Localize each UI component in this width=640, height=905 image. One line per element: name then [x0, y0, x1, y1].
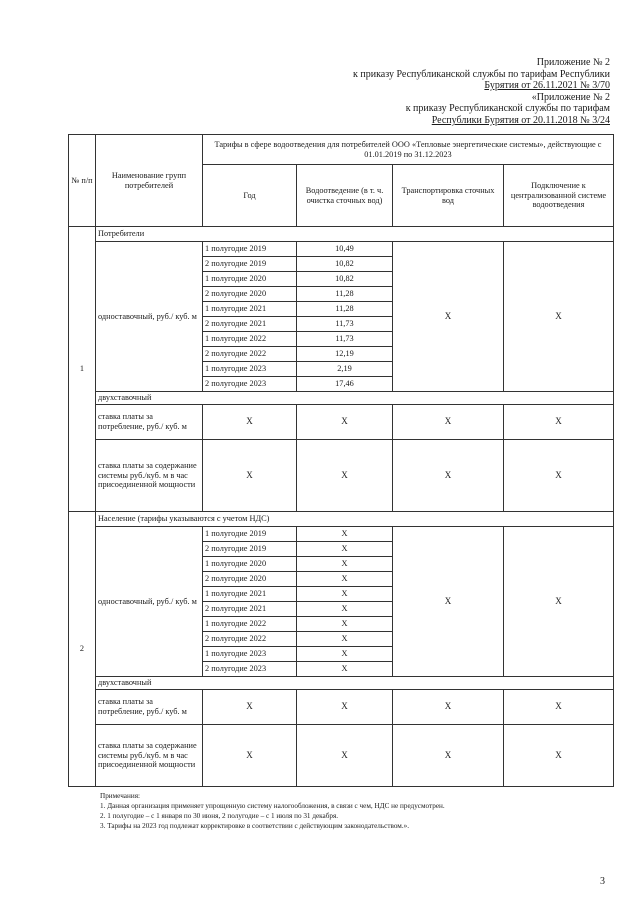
sewer-value-cell: Х: [297, 662, 393, 677]
x-cell: Х: [393, 440, 504, 512]
sewer-value-cell: 12,19: [297, 347, 393, 362]
sewer-value-cell: Х: [297, 632, 393, 647]
sewer-value-cell: Х: [297, 527, 393, 542]
col-sewer-header: Водоотведение (в т. ч. очистка сточных вод): [297, 165, 393, 227]
consumption-rate-label: ставка платы за потребление, руб./ куб. м: [96, 405, 203, 440]
col-num-header: № п/п: [69, 135, 96, 227]
period-cell: 1 полугодие 2023: [203, 362, 297, 377]
period-cell: 2 полугодие 2023: [203, 662, 297, 677]
row-number: 1: [69, 227, 96, 512]
transport-value-cell: Х: [393, 527, 504, 677]
x-cell: Х: [297, 690, 393, 725]
note-item: 3. Тарифы на 2023 год подлежат корректировке в соответствии с действующим законодательством.».: [100, 822, 410, 830]
x-cell: Х: [297, 405, 393, 440]
x-cell: Х: [297, 440, 393, 512]
period-cell: 1 полугодие 2022: [203, 332, 297, 347]
document-header: [290, 57, 610, 127]
section-title: Потребители: [96, 227, 614, 242]
period-cell: 1 полугодие 2019: [203, 527, 297, 542]
notes-title: Примечания:: [100, 792, 140, 800]
x-cell: Х: [504, 725, 614, 787]
period-cell: 1 полугодие 2019: [203, 242, 297, 257]
header-line: к приказу Республиканской службы по тарифам: [405, 103, 610, 115]
sewer-value-cell: Х: [297, 572, 393, 587]
x-cell: Х: [393, 405, 504, 440]
header-line: к приказу Республиканской службы по тарифам Республики: [353, 68, 610, 80]
note-item: 2. 1 полугодие – с 1 января по 30 июня, 2 полугодие – с 1 июля по 31 декабря.: [100, 812, 339, 820]
sewer-value-cell: 17,46: [297, 377, 393, 392]
x-cell: Х: [203, 405, 297, 440]
col-year-header: Год: [203, 165, 297, 227]
period-cell: 1 полугодие 2022: [203, 617, 297, 632]
sewer-value-cell: 2,19: [297, 362, 393, 377]
sewer-value-cell: Х: [297, 647, 393, 662]
sewer-value-cell: 11,73: [297, 332, 393, 347]
sewer-value-cell: 10,82: [297, 257, 393, 272]
x-cell: Х: [504, 405, 614, 440]
x-cell: Х: [504, 440, 614, 512]
period-cell: 1 полугодие 2021: [203, 587, 297, 602]
note-item: 1. Данная организация применяет упрощенную систему налогообложения, в связи с чем, НДС не предусмотрен.: [100, 802, 445, 810]
tariff-table: [68, 134, 614, 787]
x-cell: Х: [203, 440, 297, 512]
sewer-value-cell: Х: [297, 557, 393, 572]
maintenance-rate-label: ставка платы за содержание системы руб./куб. м в час присоединенной мощности: [96, 725, 203, 787]
period-cell: 1 полугодие 2023: [203, 647, 297, 662]
connect-value-cell: Х: [504, 527, 614, 677]
x-cell: Х: [504, 690, 614, 725]
sewer-value-cell: 10,82: [297, 272, 393, 287]
header-line: «Приложение № 2: [531, 91, 610, 103]
col-transport-header: Транспортировка сточных вод: [393, 165, 504, 227]
sewer-value-cell: Х: [297, 602, 393, 617]
period-cell: 1 полугодие 2021: [203, 302, 297, 317]
period-cell: 2 полугодие 2019: [203, 542, 297, 557]
sewer-value-cell: 10,49: [297, 242, 393, 257]
period-cell: 1 полугодие 2020: [203, 557, 297, 572]
maintenance-rate-label: ставка платы за содержание системы руб./куб. м в час присоединенной мощности: [96, 440, 203, 512]
single-rate-label: одноставочный, руб./ куб. м: [96, 242, 203, 392]
period-cell: 2 полугодие 2019: [203, 257, 297, 272]
transport-value-cell: Х: [393, 242, 504, 392]
period-cell: 2 полугодие 2022: [203, 632, 297, 647]
row-number: 2: [69, 512, 96, 787]
period-cell: 2 полугодие 2022: [203, 347, 297, 362]
sewer-value-cell: Х: [297, 587, 393, 602]
two-rate-label: двухставочный: [96, 677, 614, 690]
sewer-value-cell: Х: [297, 542, 393, 557]
period-cell: 2 полугодие 2020: [203, 287, 297, 302]
sewer-value-cell: Х: [297, 617, 393, 632]
period-cell: 2 полугодие 2020: [203, 572, 297, 587]
sewer-value-cell: 11,28: [297, 302, 393, 317]
x-cell: Х: [203, 690, 297, 725]
col-connect-header: Подключение к централизованной системе водоотведения: [504, 165, 614, 227]
connect-value-cell: Х: [504, 242, 614, 392]
col-group-header: Наименование групп потребителей: [96, 135, 203, 227]
period-cell: 1 полугодие 2020: [203, 272, 297, 287]
single-rate-label: одноставочный, руб./ куб. м: [96, 527, 203, 677]
header-line: Приложение № 2: [536, 57, 610, 68]
header-line: Бурятия от 26.11.2021 № 3/70: [484, 80, 610, 92]
notes: [100, 791, 600, 831]
page-number: 3: [600, 876, 605, 887]
x-cell: Х: [393, 690, 504, 725]
sewer-value-cell: 11,73: [297, 317, 393, 332]
header-line: Республики Бурятия от 20.11.2018 № 3/24: [431, 114, 610, 126]
period-cell: 2 полугодие 2023: [203, 377, 297, 392]
two-rate-label: двухставочный: [96, 392, 614, 405]
period-cell: 2 полугодие 2021: [203, 317, 297, 332]
sewer-value-cell: 11,28: [297, 287, 393, 302]
section-title: Население (тарифы указываются с учетом НДС): [96, 512, 614, 527]
col-tariffs-header: Тарифы в сфере водоотведения для потребителей ООО «Тепловые энергетические системы», действующие с 01.01.2019 по 31.12.2023: [203, 135, 614, 165]
x-cell: Х: [393, 725, 504, 787]
x-cell: Х: [297, 725, 393, 787]
x-cell: Х: [203, 725, 297, 787]
period-cell: 2 полугодие 2021: [203, 602, 297, 617]
consumption-rate-label: ставка платы за потребление, руб./ куб. м: [96, 690, 203, 725]
